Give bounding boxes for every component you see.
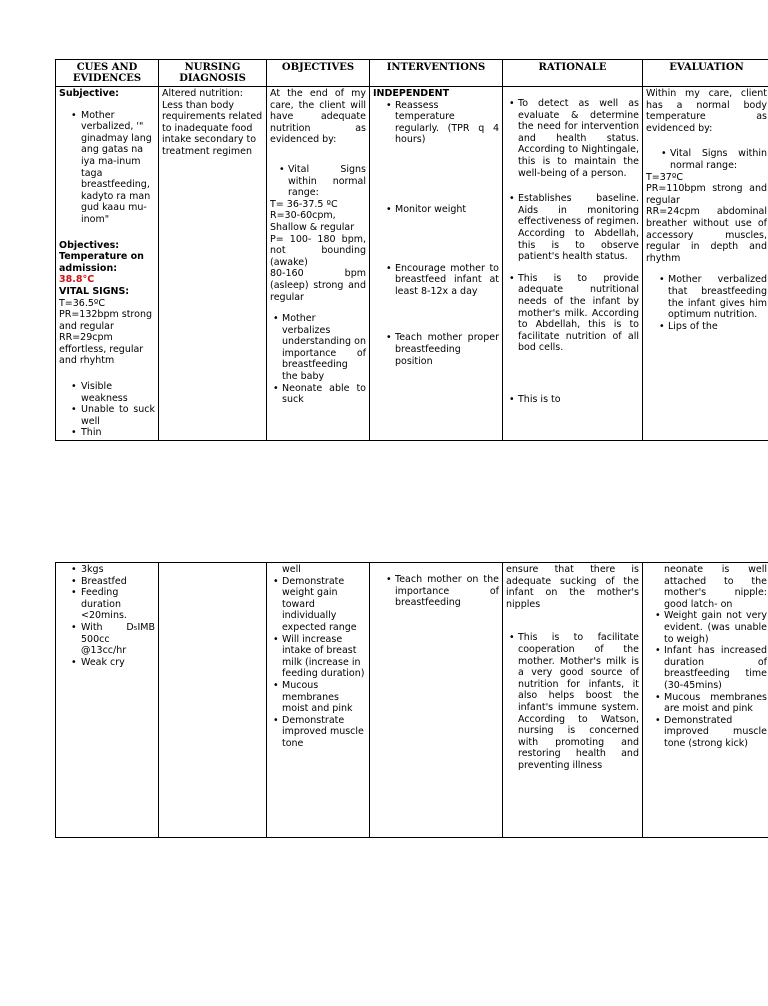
sign-item: • Visible weakness: [81, 381, 155, 404]
temp-value: 38.8°C: [59, 274, 95, 286]
objective-item: • Neonate able to suck: [282, 383, 366, 406]
body-row: [56, 563, 768, 838]
evaluation-item: • Weight gain not very evident. (was unable to weigh): [664, 610, 767, 645]
evaluation-continued: neonate is well attached to the mother's nipple: good latch- on: [664, 564, 767, 610]
cue-item: • Weak cry: [81, 657, 155, 669]
intervention-item: • Teach mother proper breastfeeding position: [395, 332, 499, 367]
diagnosis-cell: [159, 563, 267, 838]
evaluation-cell: [643, 563, 768, 838]
objective-item: • Mucous membranes moist and pink: [282, 680, 366, 715]
sign-item: • Thin: [81, 427, 155, 439]
header-evaluation: EVALUATION: [643, 60, 768, 87]
evaluation-item: • Mother verbalized that breastfeeding the infant gives him optimum nutrition.: [668, 274, 767, 320]
cues-cell: [56, 563, 159, 838]
header-objectives: OBJECTIVES: [267, 60, 370, 87]
evaluation-item: • Infant has increased duration of breastfeeding time (30-45mins): [664, 645, 767, 691]
independent-label: INDEPENDENT: [373, 88, 450, 99]
vital-signs-goal: • Vital Signs within normal range:: [288, 164, 366, 199]
rationale-item: • Establishes baseline. Aids in monitoring effectiveness of regimen. According to Abdellah, this is to observe patient's health status.: [518, 193, 639, 263]
subjective-label: Subjective:: [59, 88, 119, 99]
subjective-item: • Mother verbalized, '" ginadmay lang ang gatas na iya ma-inum taga breastfeeding, kadyto ra man gud kaau mu-inom": [81, 110, 155, 226]
cue-item: • 3kgs: [81, 564, 155, 576]
rationale-item: • This is to provide adequate nutritional needs of the infant by mother's milk. According to Abdellah, this is to facilitate nutrition of all bod cells.: [518, 273, 639, 354]
temp-label: Temperature on admission:: [59, 251, 144, 274]
cue-item: • Feeding duration <20mins.: [81, 587, 155, 622]
rationale-cell: [503, 87, 643, 441]
cue-item: • Breastfed: [81, 576, 155, 588]
objective-item: • Will increase intake of breast milk (increase in feeding duration): [282, 634, 366, 680]
rationale-continued: ensure that there is adequate sucking of the infant on the mother's nipples: [506, 564, 639, 610]
objective-item: • Demonstrate improved muscle tone: [282, 715, 366, 750]
rationale-item: • This is to: [518, 394, 639, 406]
evaluation-vital: T=37ºC: [646, 171, 683, 183]
vital-line: T=36.5ºC: [59, 297, 106, 309]
vital-range: 80-160 bpm (asleep) strong and regular: [270, 268, 366, 303]
header-diagnosis: NURSING DIAGNOSIS: [159, 60, 267, 87]
interventions-cell: [370, 563, 503, 838]
intervention-item: • Reassess temperature regularly. (TPR q 4 hours): [395, 100, 499, 146]
ncp-table-page-2: [55, 562, 768, 838]
body-row: [56, 87, 768, 441]
evaluation-vital: RR=24cpm abdominal breather without use of accessory muscles, regular in depth and rhythm: [646, 206, 767, 264]
vital-range: R=30-60cpm, Shallow & regular: [270, 210, 355, 233]
header-interventions: INTERVENTIONS: [370, 60, 503, 87]
evaluation-item: • Lips of the: [668, 321, 767, 333]
header-row: [56, 60, 768, 87]
rationale-item: • This is to facilitate cooperation of the mother. Mother's milk is a very good source of nutrition for infants, it also helps boost the infant's immune system. According to Watson, nursing is concerned with promoting and restoring health and preventing illness: [518, 632, 639, 771]
evaluation-item: • Mucous membranes are moist and pink: [664, 692, 767, 715]
objectives-cell: [267, 87, 370, 441]
objective-item: • Demonstrate weight gain toward individually expected range: [282, 576, 366, 634]
interventions-cell: [370, 87, 503, 441]
intervention-item: • Teach mother on the importance of breastfeeding: [395, 574, 499, 609]
vital-range: P= 100- 180 bpm, not bounding (awake): [270, 233, 366, 268]
ncp-table-page-1: [55, 59, 768, 441]
objective-item: • Mother verbalizes understanding on importance of breastfeeding the baby: [282, 313, 366, 383]
diagnosis-text: Altered nutrition: Less than body requirements related to inadequate food intake secondary to treatment regimen: [162, 88, 263, 157]
rationale-item: • To detect as well as evaluate & determine the need for intervention and health status. According to Nightingale, this is to maintain the well-being of a person.: [518, 98, 639, 179]
evaluation-vital: PR=110bpm strong and regular: [646, 183, 767, 206]
sign-item: • Unable to suck well: [81, 404, 155, 427]
evaluation-item: • Demonstrated improved muscle tone (strong kick): [664, 715, 767, 750]
evaluation-cell: [643, 87, 768, 441]
vital-range: T= 36-37.5 ºC: [270, 198, 338, 210]
objectives-intro: At the end of my care, the client will have adequate nutrition as evidenced by:: [270, 88, 366, 146]
evaluation-vitals-label: • Vital Signs within normal range:: [670, 148, 767, 171]
intervention-item: • Monitor weight: [395, 204, 499, 216]
objectives-label: Objectives:: [59, 239, 120, 251]
rationale-cell: [503, 563, 643, 838]
vital-line: RR=29cpm effortless, regular and rhyhtm: [59, 332, 144, 367]
evaluation-intro: Within my care, client has a normal body temperature as evidenced by:: [646, 88, 767, 134]
diagnosis-cell: [159, 87, 267, 441]
intervention-item: • Encourage mother to breastfeed infant at least 8-12x a day: [395, 263, 499, 298]
objectives-cell: [267, 563, 370, 838]
vital-line: PR=132bpm strong and regular: [59, 309, 152, 332]
vital-signs-label: VITAL SIGNS:: [59, 285, 130, 297]
cue-item: • With D₅IMB 500cc @13cc/hr: [81, 622, 155, 657]
cues-cell: [56, 87, 159, 441]
objectives-continued: well: [282, 564, 301, 575]
header-cues: CUES AND EVIDENCES: [56, 60, 159, 87]
header-rationale: RATIONALE: [503, 60, 643, 87]
